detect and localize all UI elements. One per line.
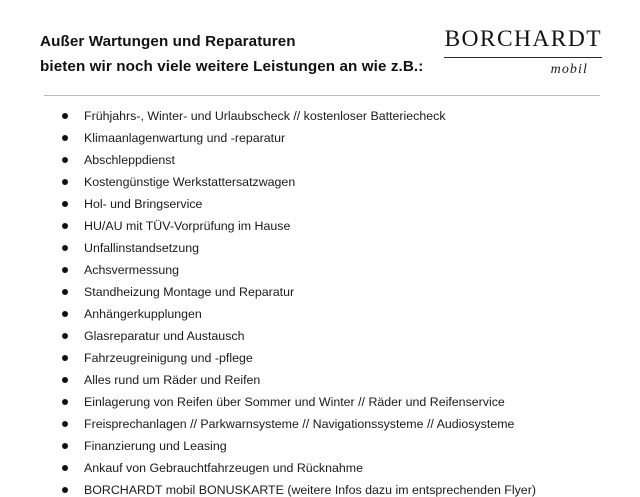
page-title-line-1: Außer Wartungen und Reparaturen [40,33,296,50]
list-item [62,198,606,210]
list-item [62,308,606,320]
list-item [62,396,606,408]
services-list [40,110,606,496]
list-item [62,176,606,188]
list-item [62,286,606,298]
list-item-label: Frühjahrs-, Winter- und Urlaubscheck // kostenloser Batteriecheck [84,109,446,124]
bullet-icon [62,267,68,273]
list-item-label: Ankauf von Gebrauchtfahrzeugen und Rücknahme [84,461,363,476]
bullet-icon [62,113,68,119]
list-item-label: Standheizung Montage und Reparatur [84,285,295,300]
logo-subtitle: mobil [550,61,588,77]
bullet-icon [62,289,68,295]
logo-divider [444,57,602,58]
bullet-icon [62,355,68,361]
bullet-icon [62,311,68,317]
logo-wordmark: BORCHARDT [444,26,602,52]
list-item-label: Einlagerung von Reifen über Sommer und Winter // Räder und Reifenservice [84,395,505,410]
list-item-label: Unfallinstandsetzung [84,241,200,256]
list-item-label: Abschleppdienst [84,153,175,168]
list-item-label: Finanzierung und Leasing [84,439,227,454]
list-item [62,110,606,122]
list-item-label: Alles rund um Räder und Reifen [84,373,261,388]
logo [444,26,606,79]
list-item [62,264,606,276]
bullet-icon [62,487,68,493]
bullet-icon [62,179,68,185]
list-item [62,242,606,254]
list-item [62,484,606,496]
list-item-label: Fahrzeugreinigung und -pflege [84,351,253,366]
bullet-icon [62,201,68,207]
list-item [62,330,606,342]
bullet-icon [62,465,68,471]
list-item-label: Freisprechanlagen // Parkwarnsysteme // Navigationssysteme // Audiosysteme [84,417,515,432]
bullet-icon [62,135,68,141]
page-title [40,26,423,79]
list-item-label: Kostengünstige Werkstattersatzwagen [84,175,296,190]
header-divider [44,95,600,96]
list-item-label: BORCHARDT mobil BONUSKARTE (weitere Infos dazu im entsprechenden Flyer) [84,483,536,497]
bullet-icon [62,443,68,449]
list-item-label: Glasreparatur und Austausch [84,329,245,344]
list-item [62,352,606,364]
list-item [62,374,606,386]
list-item-label: Achsvermessung [84,263,180,278]
list-item-label: Klimaanlagenwartung und -reparatur [84,131,286,146]
bullet-icon [62,245,68,251]
list-item [62,462,606,474]
page-title-line-2: bieten wir noch viele weitere Leistungen an wie z.B.: [40,57,424,75]
bullet-icon [62,421,68,427]
list-item-label: Anhängerkupplungen [84,307,202,322]
list-item-label: HU/AU mit TÜV-Vorprüfung im Hause [84,219,291,234]
list-item [62,132,606,144]
list-item [62,440,606,452]
bullet-icon [62,399,68,405]
list-item [62,418,606,430]
list-item-label: Hol- und Bringservice [84,197,203,212]
bullet-icon [62,333,68,339]
list-item [62,154,606,166]
document-header [40,26,606,79]
list-item [62,220,606,232]
bullet-icon [62,377,68,383]
bullet-icon [62,157,68,163]
bullet-icon [62,223,68,229]
